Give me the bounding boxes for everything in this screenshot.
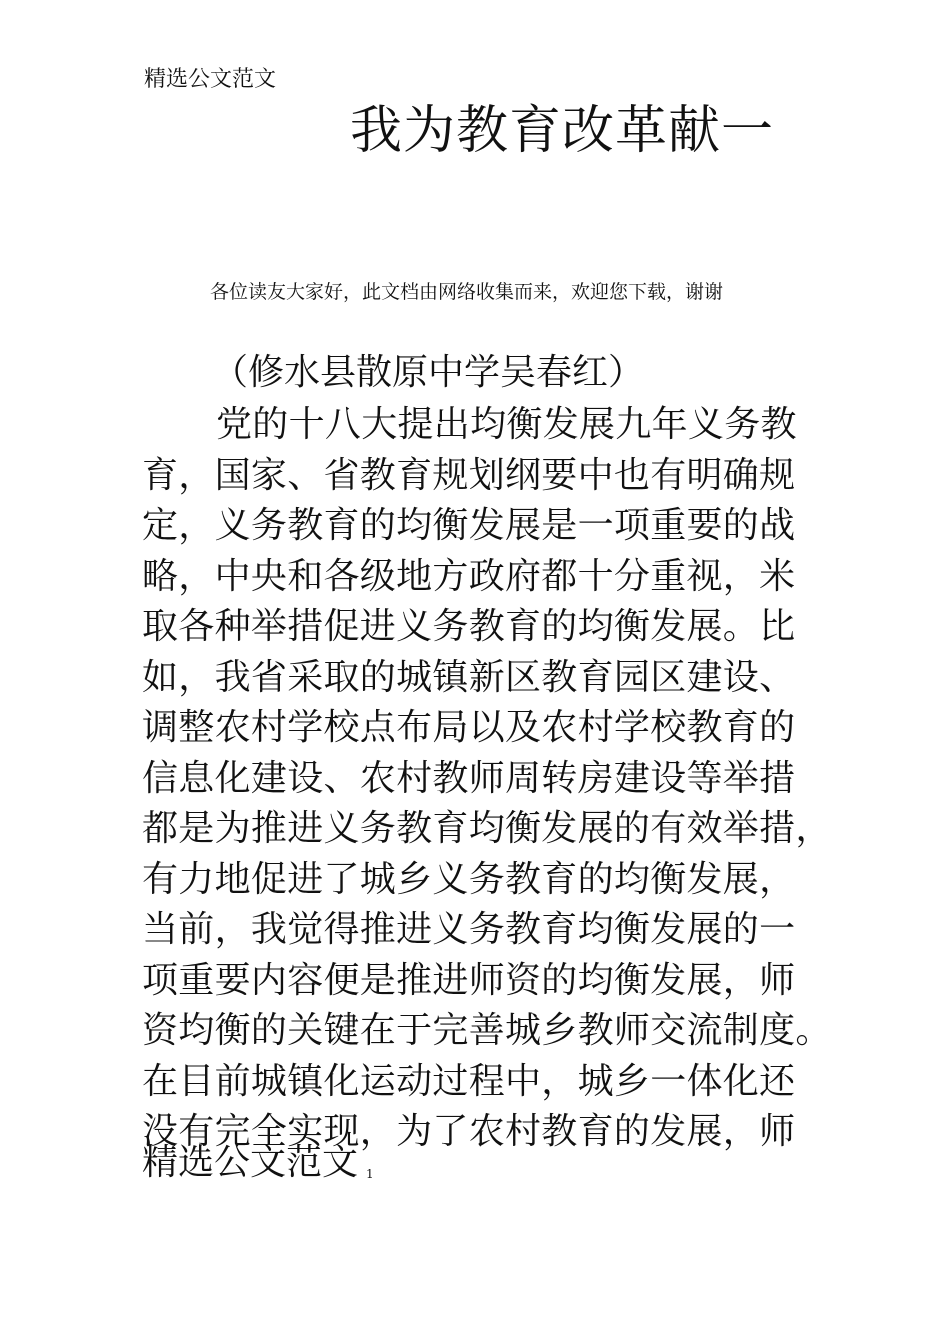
body-text — [142, 400, 882, 1158]
body-line: 党的十八大提出均衡发展九年义务教 — [216, 404, 797, 445]
download-notice: 各位读友大家好，此文档由网络收集而来，欢迎您下载，谢谢 — [210, 281, 724, 303]
body-line: 信息化建设、农村教师周转房建设等举措 — [142, 757, 796, 799]
body-line: 定，义务教育的均衡发展是一项重要的战 — [142, 505, 796, 546]
body-line: 都是为推进义务教育均衡发展的有效举措， — [142, 808, 832, 849]
body-line: 调整农村学校点布局以及农村学校教育的 — [142, 707, 796, 748]
body-line: 项重要内容便是推进师资的均衡发展，师 — [142, 959, 796, 1001]
body-line: 取各种举措促进义务教育的均衡发展。比 — [142, 606, 796, 647]
page-number: 1 — [366, 1167, 374, 1181]
page-footer — [142, 1138, 374, 1188]
body-line: 当前，我觉得推进义务教育均衡发展的一 — [142, 909, 796, 950]
body-line: 资均衡的关键在于完善城乡教师交流制度。 — [142, 1010, 832, 1051]
body-line: 在目前城镇化运动过程中，城乡一体化还 — [142, 1060, 796, 1102]
document-title: 我为教育改革献一 — [350, 101, 775, 161]
body-line: 育，国家、省教育规划纲要中也有明确规 — [142, 454, 796, 496]
footer-label: 精选公文范文 — [142, 1142, 359, 1183]
body-line: 略，中央和各级地方政府都十分重视，米 — [142, 555, 796, 597]
body-line: 如，我省采取的城镇新区教育园区建设、 — [142, 656, 796, 698]
page-header-label: 精选公文范文 — [144, 67, 277, 92]
body-line: 没有完全实现，为了农村教育的发展，师 — [142, 1111, 796, 1152]
author-line: （修水县散原中学吴春红） — [212, 352, 645, 393]
body-line: 有力地促进了城乡义务教育的均衡发展， — [142, 858, 796, 900]
